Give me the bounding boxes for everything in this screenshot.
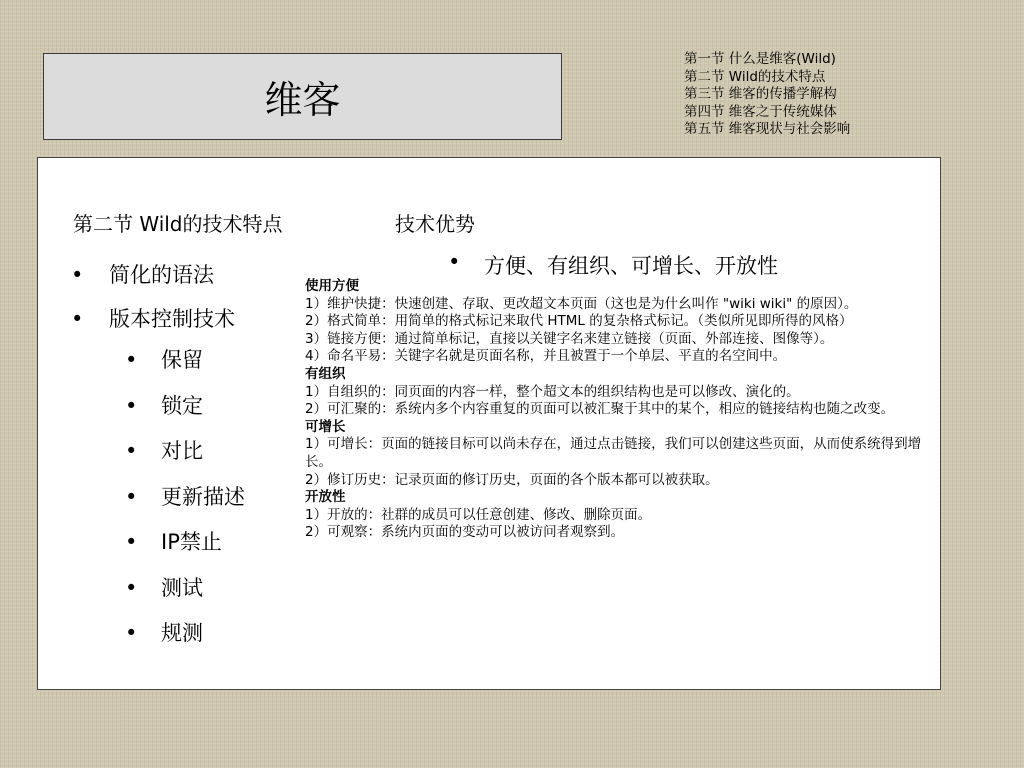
detail-heading: 可增长	[305, 418, 346, 435]
detail-heading: 有组织	[305, 365, 346, 382]
list-item: • 规测	[125, 611, 245, 657]
detail-line: 3）链接方便：通过简单标记，直接以关键字名来建立链接（页面、外部连接、图像等）。	[305, 330, 834, 347]
toc-item[interactable]: 第一节 什么是维客(Wild)	[684, 51, 836, 67]
section-title: 第二节 Wild的技术特点	[73, 212, 283, 236]
detail-line: 2）格式简单：用简单的格式标记来取代 HTML 的复杂格式标记。（类似所见即所得的风格）	[305, 313, 853, 330]
list-item: • 锁定	[125, 384, 245, 430]
advantage-details	[305, 278, 933, 542]
list-item: • IP禁止	[125, 520, 245, 566]
detail-line: 1）可增长：页面的链接目标可以尚未存在，通过点击链接，我们可以创建这些页面，从而使系统得到增长。	[305, 436, 922, 470]
detail-line: 2）可汇聚的：系统内多个内容重复的页面可以被汇聚于其中的某个，相应的链接结构也随之改变。	[305, 401, 895, 418]
toc-item[interactable]: 第四节 维客之于传统媒体	[684, 103, 837, 120]
list-item: • 保留	[125, 338, 245, 384]
detail-line: 1）开放的：社群的成员可以任意创建、修改、删除页面。	[305, 506, 652, 523]
detail-line: 2）修订历史：记录页面的修订历史，页面的各个版本都可以被获取。	[305, 471, 719, 488]
advantage-title: 技术优势	[395, 212, 475, 236]
detail-heading: 使用方便	[305, 278, 359, 294]
slide-title-box	[43, 53, 562, 140]
detail-line: 2）可观察：系统内页面的变动可以被访问者观察到。	[305, 524, 625, 541]
version-control-list	[125, 338, 245, 657]
list-item: • 简化的语法	[71, 253, 235, 297]
detail-heading: 开放性	[305, 489, 346, 506]
list-item: • 测试	[125, 566, 245, 612]
detail-line: 1）维护快捷：快速创建、存取、更改超文本页面（这也是为什幺叫作 "wiki wiki" 的原因）。	[305, 295, 858, 312]
list-item: • 版本控制技术	[71, 297, 235, 341]
feature-list	[71, 253, 235, 341]
list-item: • 对比	[125, 429, 245, 475]
detail-line: 4）命名平易：关键字名就是页面名称，并且被置于一个单层、平直的名空间中。	[305, 348, 787, 365]
slide-title: 维客	[264, 78, 341, 122]
toc-item[interactable]: 第三节 维客的传播学解构	[684, 86, 837, 103]
toc-item[interactable]: 第二节 Wild的技术特点	[684, 68, 826, 85]
detail-line: 1）自组织的：同页面的内容一样，整个超文本的组织结构也是可以修改、演化的。	[305, 383, 800, 400]
table-of-contents	[684, 51, 850, 139]
toc-item[interactable]: 第五节 维客现状与社会影响	[684, 121, 851, 138]
content-panel	[37, 157, 941, 690]
advantage-heading: • 方便、有组织、可增长、开放性	[448, 250, 778, 280]
list-item: • 更新描述	[125, 475, 245, 521]
